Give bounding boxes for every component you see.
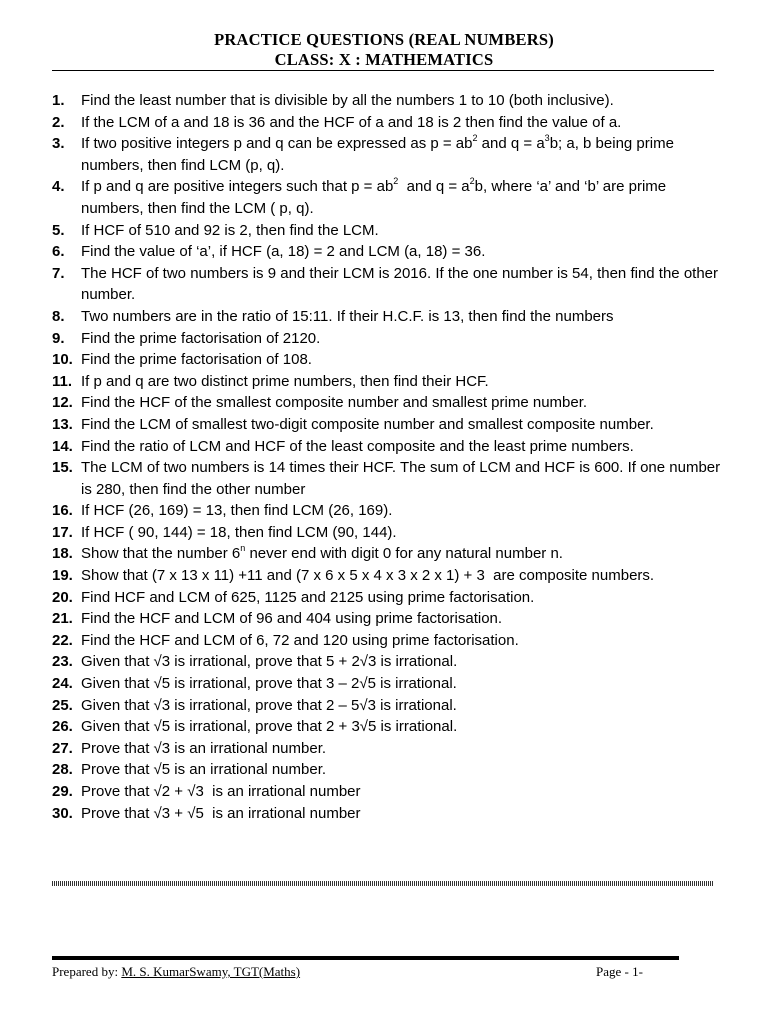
question-number: 30. <box>52 804 73 822</box>
question-text: Find the prime factorisation of 108. <box>81 351 312 369</box>
question-number: 9. <box>52 329 65 347</box>
question-text: If two positive integers p and q can be expressed as $p = ab^2$ and $q = a^3b$; a, b being prime numbers, then find LCM (p, q). <box>81 133 679 174</box>
question-item <box>52 608 722 630</box>
question-text: Find the value of ‘a’, if HCF (a, 18) = 2 and LCM (a, 18) = 36. <box>81 243 486 261</box>
question-text: If p and q are two distinct prime numbers, then find their HCF. <box>81 372 489 390</box>
question-text: Given that √3 is irrational, prove that 2 – 5√3 is irrational. <box>81 696 457 714</box>
question-item <box>52 241 722 263</box>
question-number: 19. <box>52 567 73 585</box>
author-name: M. S. KumarSwamy, TGT(Maths) <box>121 964 301 979</box>
question-item <box>52 457 725 500</box>
question-text: Show that (7 x 13 x 11) +11 and (7 x 6 x 5 x 4 x 3 x 2 x 1) + 3 are composite numbers. <box>81 567 655 585</box>
question-text: Given that √5 is irrational, prove that 3 – 2√5 is irrational. <box>81 675 457 693</box>
question-item <box>52 392 722 414</box>
question-item <box>52 306 722 328</box>
question-number: 6. <box>52 243 65 261</box>
question-item <box>52 651 722 673</box>
question-item <box>52 781 722 803</box>
question-text: If HCF ( 90, 144) = 18, then find LCM (90, 144). <box>81 523 397 541</box>
question-item <box>52 436 722 458</box>
question-number: 25. <box>52 696 73 714</box>
question-item <box>52 349 722 371</box>
question-number: 7. <box>52 264 65 282</box>
question-number: 2. <box>52 113 65 131</box>
question-number: 11. <box>52 372 73 390</box>
question-item <box>52 522 722 544</box>
question-item <box>52 176 722 219</box>
question-text: Prove that √5 is an irrational number. <box>81 761 327 779</box>
question-number: 17. <box>52 523 73 541</box>
question-text: The LCM of two numbers is 14 times their HCF. The sum of LCM and HCF is 600. If one number is 280, then find the other number <box>81 459 725 498</box>
question-number: 22. <box>52 631 73 649</box>
question-item <box>52 328 722 350</box>
question-text: Find the prime factorisation of 2120. <box>81 329 321 347</box>
question-number: 14. <box>52 437 73 455</box>
question-item <box>52 90 722 112</box>
question-text: Find the LCM of smallest two-digit composite number and smallest composite number. <box>81 415 654 433</box>
question-number: 26. <box>52 718 73 736</box>
question-text: If HCF of 510 and 92 is 2, then find the LCM. <box>81 221 379 239</box>
page-number: Page - 1- <box>596 964 643 979</box>
page-subtitle: CLASS: X : MATHEMATICS <box>274 50 494 69</box>
question-item <box>52 587 722 609</box>
question-number: 27. <box>52 739 73 757</box>
question-item <box>52 112 722 134</box>
question-number: 18. <box>52 545 73 563</box>
question-number: 3. <box>52 135 65 153</box>
question-item <box>52 695 722 717</box>
question-text: Find the HCF of the smallest composite number and smallest prime number. <box>81 394 588 412</box>
question-number: 5. <box>52 221 65 239</box>
question-number: 24. <box>52 675 73 693</box>
question-text: Given that √5 is irrational, prove that 2 + 3√5 is irrational. <box>81 718 458 736</box>
question-number: 1. <box>52 92 65 109</box>
question-text: If HCF (26, 169) = 13, then find LCM (26, 169). <box>81 502 393 520</box>
header-divider <box>52 70 714 71</box>
footer-credit <box>52 964 300 980</box>
question-number: 20. <box>52 588 73 606</box>
question-item <box>52 716 722 738</box>
question-text: If the LCM of a and 18 is 36 and the HCF of a and 18 is 2 then find the value of a. <box>81 113 622 131</box>
question-item <box>52 133 722 176</box>
question-number: 13. <box>52 415 73 433</box>
question-number: 28. <box>52 761 73 779</box>
dotted-divider <box>52 881 714 886</box>
footer-divider <box>52 956 679 960</box>
question-text: Prove that √2 + √3 is an irrational number <box>81 783 361 800</box>
question-text: Find the least number that is divisible by all the numbers 1 to 10 (both inclusive). <box>81 92 614 109</box>
page-title: PRACTICE QUESTIONS (REAL NUMBERS) <box>214 30 554 49</box>
question-text: Show that the number 6$^n$ never end with digit 0 for any natural number n. <box>81 543 563 563</box>
question-number: 15. <box>52 459 73 477</box>
question-text: The HCF of two numbers is 9 and their LCM is 2016. If the one number is 54, then find the other number. <box>81 264 723 304</box>
question-list <box>52 90 725 824</box>
question-number: 10. <box>52 351 73 369</box>
question-item <box>52 565 722 587</box>
question-text: Find HCF and LCM of 625, 1125 and 2125 using prime factorisation. <box>81 588 535 606</box>
question-number: 4. <box>52 178 65 196</box>
question-number: 23. <box>52 653 73 671</box>
question-number: 21. <box>52 610 73 628</box>
question-item <box>52 759 722 781</box>
question-number: 29. <box>52 783 73 800</box>
question-text: Given that √3 is irrational, prove that 5 + 2√3 is irrational. <box>81 653 458 671</box>
question-text: If p and q are positive integers such that $p = ab^2$ and $q = a^2b$, where ‘a’ and ‘b’ are prime numbers, then find the LCM ( p, q). <box>81 176 671 217</box>
question-number: 8. <box>52 307 65 325</box>
question-text: Prove that √3 is an irrational number. <box>81 739 327 757</box>
question-item <box>52 414 722 436</box>
question-text: Prove that √3 + √5 is an irrational number <box>81 804 361 822</box>
question-item <box>52 673 722 695</box>
question-item <box>52 738 722 760</box>
question-item <box>52 263 722 306</box>
question-item <box>52 371 722 393</box>
question-text: Find the HCF and LCM of 6, 72 and 120 using prime factorisation. <box>81 631 519 649</box>
question-text: Find the HCF and LCM of 96 and 404 using prime factorisation. <box>81 610 503 628</box>
question-text: Two numbers are in the ratio of 15:11. If their H.C.F. is 13, then find the numbers <box>81 307 614 325</box>
question-item <box>52 543 722 565</box>
question-item <box>52 803 722 825</box>
question-item <box>52 630 722 652</box>
question-text: Find the ratio of LCM and HCF of the least composite and the least prime numbers. <box>81 437 634 455</box>
prepared-by-label: Prepared by: <box>52 964 122 979</box>
question-item <box>52 220 722 242</box>
question-number: 16. <box>52 502 73 520</box>
question-item <box>52 500 722 522</box>
question-number: 12. <box>52 394 73 412</box>
